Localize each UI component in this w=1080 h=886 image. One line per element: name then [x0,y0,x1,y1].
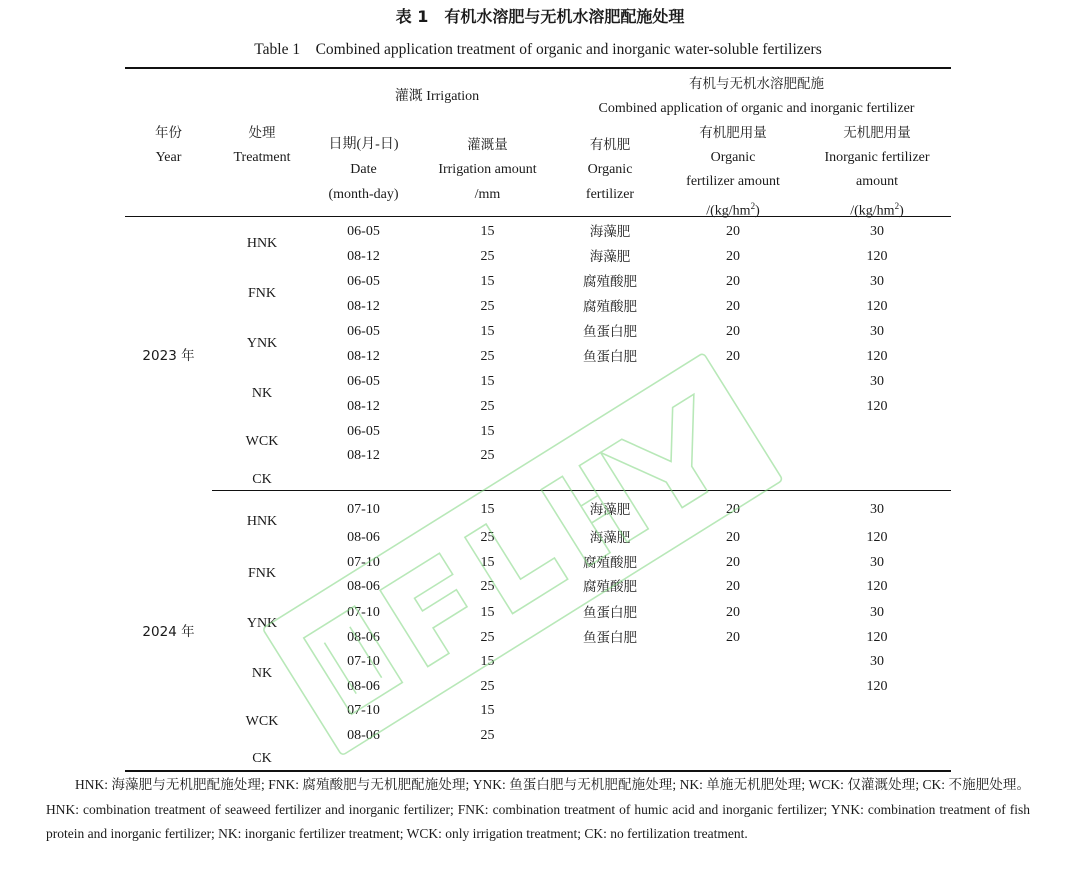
header-inorg-amount-en1: Inorganic fertilizer [824,150,930,165]
cell-irrigation-amount: 25 [480,448,495,463]
cell-irrigation-amount: 15 [480,324,495,339]
header-inorg-amount-cn: 无机肥用量 [843,125,911,141]
cell-organic-fertilizer: 鱼蛋白肥 [583,324,637,340]
cell-date: 06-05 [347,224,380,239]
header-inorg-amount-unit: $/(kg/hm^2)$ [850,201,904,219]
cell-inorganic-amount: 120 [866,579,888,594]
treatment-label: FNK [247,566,276,581]
cell-date: 08-06 [347,728,380,743]
cell-organic-fertilizer: 海藻肥 [589,502,631,518]
treatment-label: CK [252,472,272,487]
cell-irrigation-amount: 15 [480,274,495,289]
cell-irrigation-amount: 25 [480,728,495,743]
cell-irrigation-amount: 15 [480,502,495,517]
header-irrigation: 灌溉 Irrigation [394,89,480,104]
cell-organic-fertilizer: 腐殖酸肥 [583,274,637,290]
header-inorg-amount-en2: amount [856,174,898,189]
header-org-amount-en1: Organic [710,150,756,165]
cell-organic-amount: 20 [726,299,740,314]
cell-organic-fertilizer: 鱼蛋白肥 [583,605,637,621]
cell-organic-amount: 20 [726,274,740,289]
cell-irrigation-amount: 25 [480,249,495,264]
header-date-unit: (month-day) [328,187,399,202]
cell-organic-amount: 20 [726,224,740,239]
cell-organic-amount: 20 [726,555,740,570]
header-organic-cn: 有机肥 [589,137,631,153]
cell-date: 06-05 [347,274,380,289]
treatment-label: WCK [245,434,279,449]
table-footnote: HNK: 海藻肥与无机肥配施处理; FNK: 腐殖酸肥与无机肥配施处理; YNK: 鱼蛋白肥与无机肥配施处理; NK: 单施无机肥处理; WCK: 仅灌溉处理; CK: 不施肥处理。HNK: combination treatment of seaweed fertilizer and inorganic fertilizer; FNK: combination treatment of humic acid and inorganic fertilizer; YNK: combination treatment of fish protein and inorganic fertilizer; NK: inorganic fertilizer treatment; WCK: only irrigation treatment; CK: no fertilization treatment. [46,777,1030,841]
cell-organic-amount: 20 [726,605,740,620]
cell-organic-fertilizer: 腐殖酸肥 [583,579,637,595]
cell-irrigation-amount: 15 [480,605,495,620]
cell-organic-amount: 20 [726,530,740,545]
cell-inorganic-amount: 120 [866,530,888,545]
treatment-label: HNK [246,236,278,251]
cell-date: 08-06 [347,630,380,645]
header-irrigation-amount-en: Irrigation amount [438,162,537,177]
cell-inorganic-amount: 120 [866,349,888,364]
header-year-cn: 年份 [155,125,182,141]
year-label-2023: 2023 年 [142,348,195,364]
cell-date: 08-12 [347,299,380,314]
cell-irrigation-amount: 15 [480,374,495,389]
cell-date: 08-12 [347,399,380,414]
header-treatment-cn: 处理 [248,125,276,141]
cell-organic-fertilizer: 腐殖酸肥 [583,299,637,315]
cell-irrigation-amount: 25 [480,299,495,314]
cell-date: 08-12 [347,349,380,364]
treatment-label: FNK [247,286,276,301]
cell-irrigation-amount: 15 [480,224,495,239]
header-irrigation-amount-cn: 灌溉量 [467,137,508,153]
cell-irrigation-amount: 25 [480,630,495,645]
cell-date: 06-05 [347,324,380,339]
header-date-en: Date [350,162,377,177]
cell-date: 07-10 [347,502,380,517]
header-combined-cn: 有机与无机水溶肥配施 [689,76,824,92]
cell-inorganic-amount: 120 [866,249,888,264]
cell-organic-amount: 20 [726,324,740,339]
cell-inorganic-amount: 30 [870,324,884,339]
cell-organic-fertilizer: 海藻肥 [589,249,631,265]
header-combined-en: Combined application of organic and inorganic fertilizer [598,101,915,116]
header-org-amount-en2: fertilizer amount [686,174,780,189]
cell-inorganic-amount: 30 [870,374,884,389]
cell-organic-amount: 20 [726,349,740,364]
header-year-en: Year [155,150,182,165]
cell-organic-amount: 20 [726,502,740,517]
cell-date: 08-06 [347,579,380,594]
cell-inorganic-amount: 30 [870,555,884,570]
treatment-label: NK [251,386,273,401]
header-organic-en1: Organic [587,162,633,177]
cell-inorganic-amount: 120 [866,299,888,314]
year-divider-rule [212,490,951,491]
cell-irrigation-amount: 25 [480,399,495,414]
cell-inorganic-amount: 120 [866,679,888,694]
header-irrigation-amount-unit: /mm [474,187,501,202]
header-org-amount-cn: 有机肥用量 [699,125,767,141]
cell-organic-fertilizer: 鱼蛋白肥 [583,349,637,365]
cell-date: 06-05 [347,374,380,389]
header-date-cn: 日期(月-日) [328,137,399,152]
cell-organic-amount: 20 [726,249,740,264]
cell-irrigation-amount: 25 [480,579,495,594]
cell-irrigation-amount: 15 [480,555,495,570]
cell-inorganic-amount: 120 [866,399,888,414]
header-org-amount-unit: $/(kg/hm^2)$ [706,201,760,219]
table-title-cn: 表 1 有机水溶肥与无机水溶肥配施处理 [395,7,685,26]
cell-date: 07-10 [347,605,380,620]
cell-irrigation-amount: 25 [480,530,495,545]
cell-date: 08-06 [347,679,380,694]
cell-organic-amount: 20 [726,579,740,594]
cell-inorganic-amount: 30 [870,274,884,289]
cell-inorganic-amount: 120 [866,630,888,645]
top-rule [125,67,951,69]
cell-organic-fertilizer: 腐殖酸肥 [583,555,637,571]
cell-date: 08-06 [347,530,380,545]
treatment-label: YNK [246,336,278,351]
cell-organic-fertilizer: 海藻肥 [589,530,631,546]
cell-inorganic-amount: 30 [870,605,884,620]
header-organic-en2: fertilizer [585,187,635,202]
cell-date: 07-10 [347,555,380,570]
cell-date: 06-05 [347,424,380,439]
treatment-label: WCK [245,714,279,729]
cell-date: 08-12 [347,249,380,264]
cell-irrigation-amount: 25 [480,679,495,694]
header-treatment-en: Treatment [233,150,291,165]
treatment-label: YNK [246,616,278,631]
cell-irrigation-amount: 15 [480,424,495,439]
cell-date: 07-10 [347,703,380,718]
treatment-label: HNK [246,514,278,529]
cell-date: 08-12 [347,448,380,463]
cell-organic-fertilizer: 海藻肥 [589,224,631,240]
treatment-label: NK [251,666,273,681]
treatment-label: CK [252,751,272,766]
cell-organic-fertilizer: 鱼蛋白肥 [583,630,637,646]
table-title-en: Table 1 Combined application treatment of organic and inorganic water-soluble fertilizers [254,41,822,58]
cell-inorganic-amount: 30 [870,654,884,669]
cell-date: 07-10 [347,654,380,669]
cell-irrigation-amount: 15 [480,703,495,718]
year-label-2024: 2024 年 [142,624,195,640]
cell-irrigation-amount: 25 [480,349,495,364]
cell-inorganic-amount: 30 [870,502,884,517]
cell-inorganic-amount: 30 [870,224,884,239]
cell-irrigation-amount: 15 [480,654,495,669]
cell-organic-amount: 20 [726,630,740,645]
